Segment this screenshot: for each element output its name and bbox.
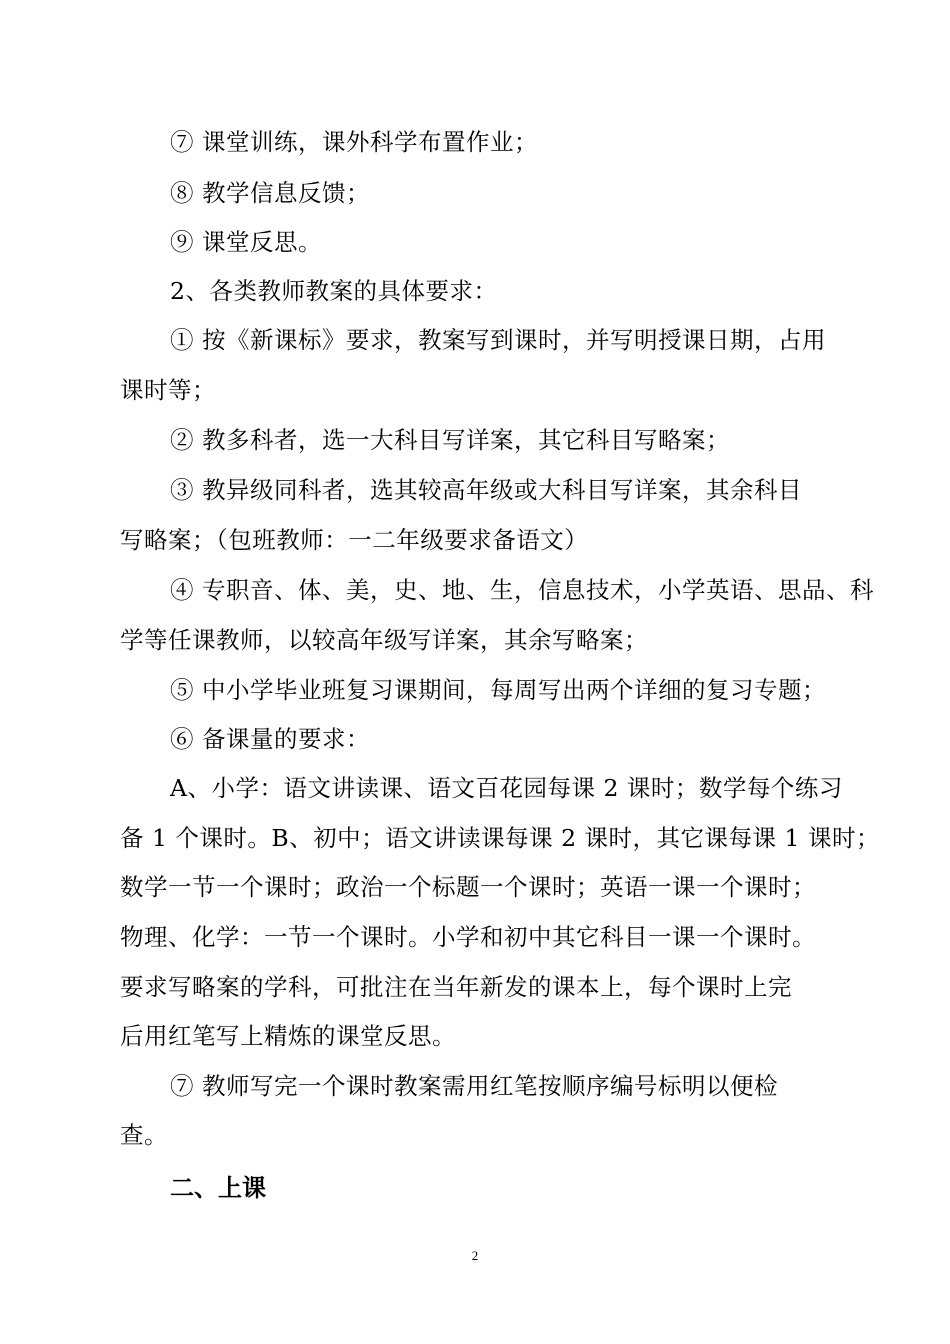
paragraph-line: ③ 教异级同科者，选其较高年级或大科目写详案，其余科目 xyxy=(170,476,802,504)
paragraph-line: ⑧ 教学信息反馈； xyxy=(170,179,370,207)
paragraph-line: 要求写略案的学科，可批注在当年新发的课本上，每个课时上完 xyxy=(120,973,792,1001)
page-number: 2 xyxy=(471,1248,479,1263)
paragraph-line: ② 教多科者，选一大科目写详案，其它科目写略案； xyxy=(170,426,730,454)
paragraph-line: 查。 xyxy=(120,1121,168,1149)
paragraph-line: ⑥ 备课量的要求： xyxy=(170,725,370,753)
paragraph-line: ⑤ 中小学毕业班复习课期间，每周写出两个详细的复习专题； xyxy=(170,676,826,704)
paragraph-line: ① 按《新课标》要求，教案写到课时，并写明授课日期，占用 xyxy=(170,326,826,354)
paragraph-line: 后用红笔写上精炼的课堂反思。 xyxy=(120,1022,456,1050)
paragraph-line: 备 1 个课时。B、初中；语文讲读课每课 2 课时，其它课每课 1 课时； xyxy=(120,824,880,852)
paragraph-line: A、小学：语文讲读课、语文百花园每课 2 课时；数学每个练习 xyxy=(170,774,843,802)
paragraph-line: 数学一节一个课时；政治一个标题一个课时；英语一课一个课时； xyxy=(120,873,816,901)
paragraph-line: 物理、化学：一节一个课时。小学和初中其它科目一课一个课时。 xyxy=(120,923,816,951)
paragraph-line: ⑨ 课堂反思。 xyxy=(170,228,322,256)
section-heading: 二、上课 xyxy=(170,1174,266,1202)
paragraph-line: ⑦ 课堂训练，课外科学布置作业； xyxy=(170,128,538,156)
paragraph-line: 课时等； xyxy=(120,376,216,404)
paragraph-line: ④ 专职音、体、美，史、地、生，信息技术，小学英语、思品、科 xyxy=(170,576,874,604)
paragraph-line: ⑦ 教师写完一个课时教案需用红笔按顺序编号标明以便检 xyxy=(170,1072,778,1100)
paragraph-line: 写略案；（包班教师：一二年级要求备语文） xyxy=(120,526,589,554)
paragraph-line: 学等任课教师，以较高年级写详案，其余写略案； xyxy=(120,626,648,654)
paragraph-line: 2、各类教师教案的具体要求： xyxy=(170,277,498,305)
